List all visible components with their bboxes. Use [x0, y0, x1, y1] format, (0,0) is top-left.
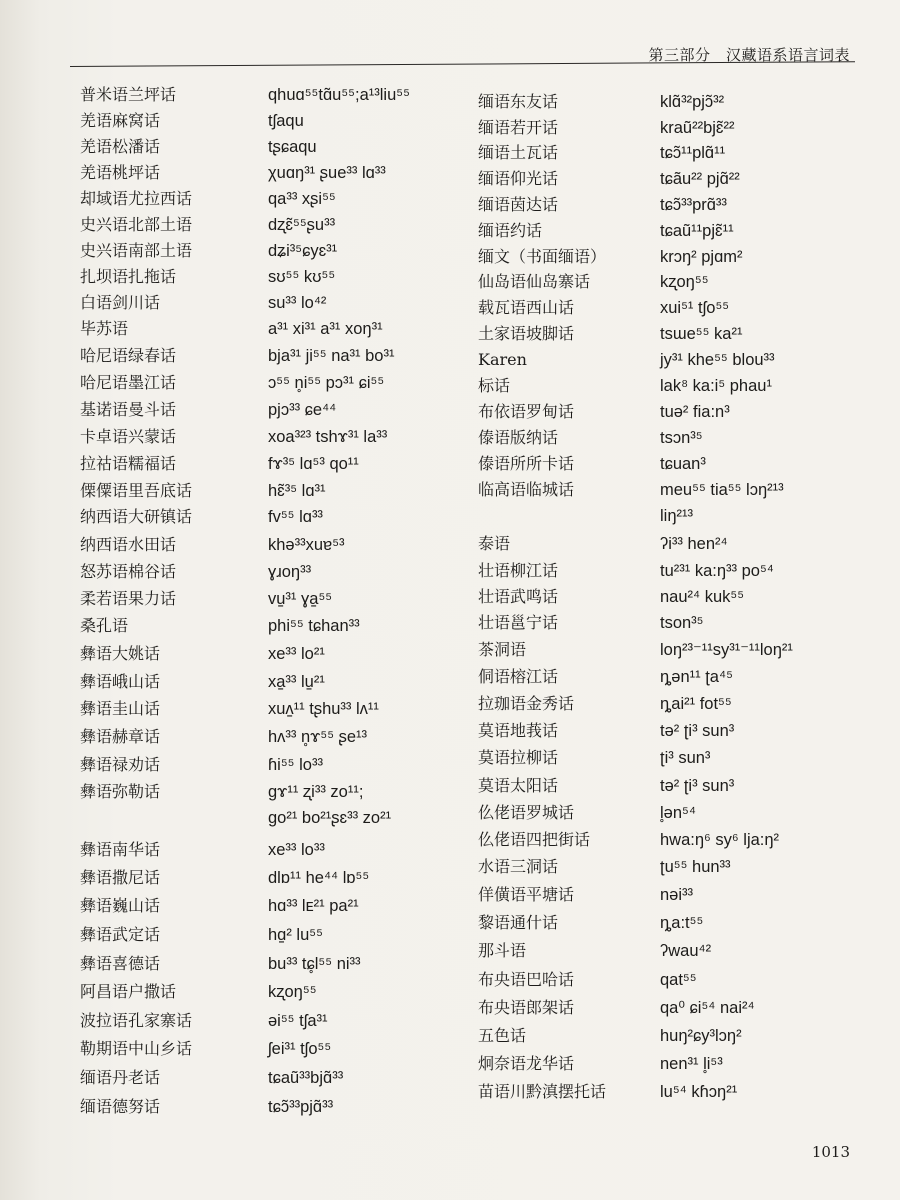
- language-name: 缅语土瓦话: [478, 143, 559, 162]
- language-name: 毕苏语: [80, 319, 129, 338]
- language-name: 彝语赫章话: [80, 727, 161, 746]
- language-name: 却域语尤拉西话: [80, 189, 193, 208]
- word-form: tʃaqu: [268, 112, 304, 130]
- language-name: 仫佬语四把街话: [478, 830, 591, 849]
- language-name: 哈尼语墨江话: [80, 373, 177, 392]
- word-form: lak⁸ ka:i⁵ phau¹: [660, 377, 772, 395]
- language-name: 壮语武鸣话: [478, 587, 559, 606]
- language-name: 纳西语水田话: [80, 535, 177, 554]
- word-form: nəi³³: [660, 886, 694, 904]
- language-name: 怒苏语棉谷话: [80, 562, 177, 581]
- word-form: ʈu⁵⁵ hun³³: [660, 858, 731, 876]
- language-name: 羌语麻窝话: [80, 111, 161, 130]
- word-form: xoa³²³ tshɤ³¹ la³³: [268, 428, 388, 446]
- word-form: ʃei³¹ tʃo⁵⁵: [268, 1040, 332, 1058]
- word-form: nau²⁴ kuk⁵⁵: [660, 588, 745, 606]
- language-name: 桑孔语: [80, 616, 129, 635]
- word-form: tsɯe⁵⁵ ka²¹: [660, 325, 743, 343]
- language-name: 壮语柳江话: [478, 561, 559, 580]
- word-form: tɕɔ̃³³pjɑ̃³³: [268, 1098, 334, 1116]
- language-name: 仫佬语罗城话: [478, 803, 575, 822]
- word-form: tɕɔ̃³³prɑ̃³³: [660, 196, 727, 214]
- language-name: 五色话: [478, 1026, 527, 1045]
- page-number: 1013: [811, 1143, 850, 1161]
- word-form: dʐɛ̃⁵⁵ʂu³³: [268, 216, 336, 234]
- language-name: 彝语撒尼话: [80, 868, 161, 887]
- language-name: 彝语圭山话: [80, 699, 161, 718]
- word-form: χuɑŋ³¹ ʂue³³ lɑ³³: [268, 164, 386, 182]
- word-form: kraũ²²bjɛ̃²²: [660, 119, 735, 137]
- language-name: 彝语武定话: [80, 925, 161, 944]
- language-name: 莫语拉柳话: [478, 748, 559, 767]
- language-name: 哈尼语绿春话: [80, 346, 177, 365]
- word-form: tə² ʈi³ sun³: [660, 722, 735, 740]
- word-form: qhuɑ⁵⁵tɑ̃u⁵⁵;a¹³liu⁵⁵: [268, 86, 410, 104]
- language-name: 羌语桃坪话: [80, 163, 161, 182]
- language-name: 彝语南华话: [80, 840, 161, 859]
- language-name: 缅语丹老话: [80, 1068, 161, 1087]
- language-name: 彝语峨山话: [80, 672, 161, 691]
- word-form: tɕaũ³³bjɑ̃³³: [268, 1069, 344, 1087]
- word-form: tə² ʈi³ sun³: [660, 777, 735, 795]
- word-form: hwa:ŋ⁶ sy⁶ lja:ŋ²: [660, 831, 780, 849]
- word-form: phi⁵⁵ tɕhan³³: [268, 617, 360, 635]
- language-name: Karen: [478, 350, 527, 369]
- word-form: xuʌ̠¹¹ tʂhu³³ lʌ¹¹: [268, 700, 379, 718]
- word-form: xe³³ lo³³: [268, 841, 325, 859]
- word-form: tu²³¹ ka:ŋ³³ po⁵⁴: [660, 562, 774, 580]
- word-form: lu⁵⁴ kɦɔŋ²¹: [660, 1083, 738, 1101]
- language-name: 缅语仰光话: [478, 169, 559, 188]
- word-form: ɡɤ¹¹ ʐi³³ zo¹¹;: [268, 783, 364, 801]
- word-form: kʐoŋ⁵⁵: [268, 983, 317, 1001]
- word-form: dʑi³⁵ɕyɛ³¹: [268, 242, 338, 260]
- word-form: ȵən¹¹ ʈa⁴⁵: [660, 668, 733, 686]
- word-form: klɑ̃³²pjɔ̃³²: [660, 93, 725, 111]
- word-form: sʊ⁵⁵ kʊ⁵⁵: [268, 268, 336, 286]
- language-name: 彝语大姚话: [80, 644, 161, 663]
- word-form: ɔ⁵⁵ n̥i⁵⁵ pɔ³¹ ɕi⁵⁵: [268, 374, 385, 392]
- word-form: qa⁰ ɕi⁵⁴ nai²⁴: [660, 999, 755, 1017]
- word-form: krɔŋ² pjɑm²: [660, 248, 743, 266]
- language-name: 缅语茵达话: [478, 195, 559, 214]
- word-form: nen³¹ l̥i⁵³: [660, 1055, 723, 1073]
- language-name: 傣语版纳话: [478, 428, 559, 447]
- word-form: xa̠³³ lu̠²¹: [268, 673, 325, 691]
- word-form: pjɔ³³ ɕe⁴⁴: [268, 401, 337, 419]
- language-name: 柔若语果力话: [80, 589, 177, 608]
- word-form: fɤ³⁵ lɑ⁵³ qo¹¹: [268, 455, 359, 473]
- word-form: ɣɹoŋ³³: [268, 563, 312, 581]
- language-name: 彝语巍山话: [80, 896, 161, 915]
- word-form: tɕɔ̃¹¹plɑ̃¹¹: [660, 144, 726, 162]
- language-name: 临高语临城话: [478, 480, 575, 499]
- word-form: ʔwau⁴²: [660, 942, 712, 960]
- word-form: tʂɕaqu: [268, 138, 317, 156]
- word-form: meu⁵⁵ tia⁵⁵ lɔŋ²¹³: [660, 481, 784, 499]
- language-name: 白语剑川话: [80, 293, 161, 312]
- word-form: huŋ²ɕy³lɔŋ²: [660, 1027, 742, 1045]
- word-form: xui⁵¹ tʃo⁵⁵: [660, 299, 730, 317]
- word-form: a³¹ xi³¹ a³¹ xoŋ³¹: [268, 320, 383, 338]
- language-name: 普米语兰坪话: [80, 85, 177, 104]
- language-name: 佯僙语平塘话: [478, 885, 575, 904]
- language-name: 彝语弥勒话: [80, 782, 161, 801]
- language-name: 傣语所所卡话: [478, 454, 575, 473]
- language-name: 壮语邕宁话: [478, 613, 559, 632]
- word-form: tson³⁵: [660, 614, 704, 632]
- word-form: xe³³ lo²¹: [268, 645, 325, 663]
- word-form: tsɔn³⁵: [660, 429, 703, 447]
- word-form: ɦi⁵⁵ lo³³: [268, 756, 323, 774]
- word-form: su³³ lo⁴²: [268, 294, 327, 312]
- language-name: 基诺语曼斗话: [80, 400, 177, 419]
- language-name: 茶洞语: [478, 640, 527, 659]
- word-form: bu³³ tɕ̥l⁵⁵ ni³³: [268, 955, 361, 973]
- language-name: 莫语地莪话: [478, 721, 559, 740]
- language-name: 那斗语: [478, 941, 527, 960]
- language-name: 黎语通什话: [478, 913, 559, 932]
- word-form: dlɒ¹¹ he⁴⁴ lɒ⁵⁵: [268, 869, 370, 887]
- word-form: vu̠³¹ ɣa̠⁵⁵: [268, 590, 333, 608]
- language-name: 仙岛语仙岛寨话: [478, 272, 591, 291]
- language-name: 侗语榕江话: [478, 667, 559, 686]
- word-form: ȵa:t⁵⁵: [660, 914, 704, 932]
- language-name: 勒期语中山乡话: [80, 1039, 193, 1058]
- language-name: 布央语巴哈话: [478, 970, 575, 989]
- word-form: ɡo²¹ bo²¹ʂɛ³³ zo²¹: [268, 809, 392, 827]
- language-name: 缅文（书面缅语）: [478, 247, 607, 266]
- word-form: ʔi³³ hen²⁴: [660, 535, 728, 553]
- language-name: 羌语松潘话: [80, 137, 161, 156]
- language-name: 泰语: [478, 534, 511, 553]
- language-name: 缅语东友话: [478, 92, 559, 111]
- language-name: 拉珈语金秀话: [478, 694, 575, 713]
- language-name: 莫语太阳话: [478, 776, 559, 795]
- language-name: 史兴语南部土语: [80, 241, 193, 260]
- word-form: loŋ²³⁻¹¹sy³¹⁻¹¹loŋ²¹: [660, 641, 793, 659]
- word-form: ȵai²¹ fot⁵⁵: [660, 695, 732, 713]
- word-form: fv⁵⁵ lɑ³³: [268, 508, 323, 526]
- language-name: 载瓦语西山话: [478, 298, 575, 317]
- word-form: əi⁵⁵ tʃa³¹: [268, 1012, 328, 1030]
- language-name: 史兴语北部土语: [80, 215, 193, 234]
- language-name: 纳西语大研镇话: [80, 507, 193, 526]
- language-name: 布依语罗甸话: [478, 402, 575, 421]
- language-name: 缅语若开话: [478, 118, 559, 137]
- language-name: 水语三洞话: [478, 857, 559, 876]
- word-form: qa³³ xʂi⁵⁵: [268, 190, 336, 208]
- language-name: 拉祜语糯福话: [80, 454, 177, 473]
- language-name: 土家语坡脚话: [478, 324, 575, 343]
- language-name: 炯奈语龙华话: [478, 1054, 575, 1073]
- language-name: 扎坝语扎拖话: [80, 267, 177, 286]
- word-form: tɕuan³: [660, 455, 706, 473]
- word-form: jy³¹ khe⁵⁵ blou³³: [660, 351, 775, 369]
- language-name: 彝语喜德话: [80, 954, 161, 973]
- language-name: 傈僳语里吾底话: [80, 481, 193, 500]
- word-form: khə³³xuɐ⁵³: [268, 536, 345, 554]
- word-form: hɑ̠² lu⁵⁵: [268, 926, 323, 944]
- word-form: hʌ³³ n̥ɤ⁵⁵ ʂe¹³: [268, 728, 368, 746]
- language-name: 标话: [478, 376, 511, 395]
- word-form: liŋ²¹³: [660, 507, 693, 525]
- language-name: 缅语约话: [478, 221, 543, 240]
- running-header: 第三部分 汉藏语系语言词表: [648, 46, 850, 64]
- language-name: 布央语郎架话: [478, 998, 575, 1017]
- language-name: 缅语德努话: [80, 1097, 161, 1116]
- language-name: 波拉语孔家寨话: [80, 1011, 193, 1030]
- word-form: ʈi³ sun³: [660, 749, 711, 767]
- word-form: l̥ən⁵⁴: [660, 804, 696, 822]
- language-name: 卡卓语兴蒙话: [80, 427, 177, 446]
- language-name: 彝语禄劝话: [80, 755, 161, 774]
- word-form: tuə² fia:n³: [660, 403, 730, 421]
- word-form: tɕaũ¹¹pjɛ̃¹¹: [660, 222, 734, 240]
- word-form: tɕãu²² pjɑ̃²²: [660, 170, 740, 188]
- word-form: qat⁵⁵: [660, 971, 697, 989]
- word-form: bja³¹ ji⁵⁵ na³¹ bo³¹: [268, 347, 395, 365]
- word-form: kʐoŋ⁵⁵: [660, 273, 709, 291]
- language-name: 苗语川黔滇摆托话: [478, 1082, 607, 1101]
- language-name: 阿昌语户撒话: [80, 982, 177, 1001]
- word-form: hɛ̃³⁵ lɑ³¹: [268, 482, 326, 500]
- word-form: hɑ³³ lᴇ²¹ pa²¹: [268, 897, 359, 915]
